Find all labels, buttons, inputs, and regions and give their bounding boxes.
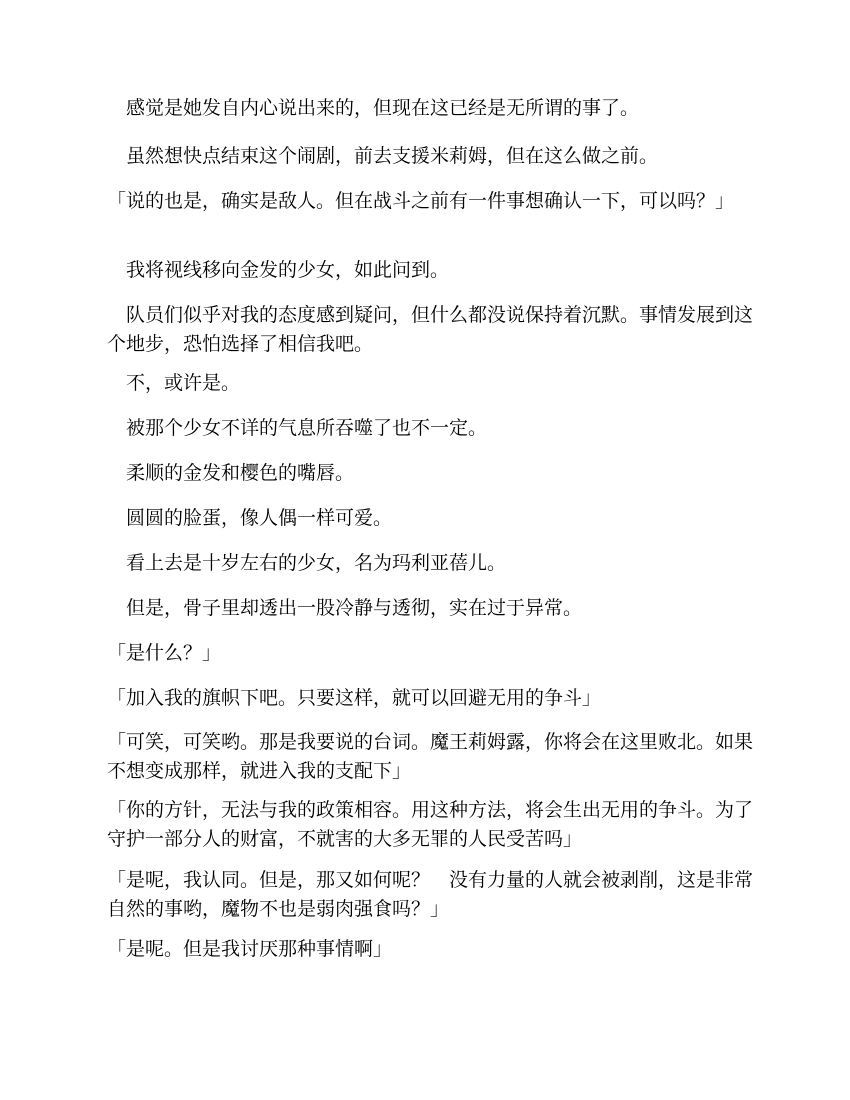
paragraph: 虽然想快点结束这个闹剧，前去支援米莉姆，但在这么做之前。: [107, 145, 659, 167]
paragraph: 「是呢，我认同。但是，那又如何呢？ 没有力量的人就会被剥削，这是非常自然的事哟，魔物不也是弱肉强食吗？」: [107, 869, 754, 920]
paragraph: 不，或许是。: [107, 372, 241, 394]
paragraph: 「是呢。但是我讨厌那种事情啊」: [107, 938, 393, 960]
paragraph: 「你的方针，无法与我的政策相容。用这种方法，将会生出无用的争斗。为了守护一部分人的财富，不就害的大多无罪的人民受苦吗」: [107, 799, 754, 850]
paragraph: 圆圆的脸蛋，像人偶一样可爱。: [107, 507, 393, 529]
paragraph: 被那个少女不详的气息所吞噬了也不一定。: [107, 417, 488, 439]
paragraph: 「是什么？」: [107, 642, 222, 664]
paragraph: 但是，骨子里却透出一股冷静与透彻，实在过于异常。: [107, 597, 583, 619]
paragraph: 队员们似乎对我的态度感到疑问，但什么都没说保持着沉默。事情发展到这个地步，恐怕选择了相信我吧。: [107, 304, 754, 355]
paragraph: 感觉是她发自内心说出来的，但现在这已经是无所谓的事了。: [107, 97, 640, 119]
paragraph: 「可笑，可笑哟。那是我要说的台词。魔王莉姆露，你将会在这里败北。如果不想变成那样，就进入我的支配下」: [107, 731, 754, 782]
paragraph: 我将视线移向金发的少女，如此问到。: [107, 259, 450, 281]
paragraph: 「加入我的旗帜下吧。只要这样，就可以回避无用的争斗」: [107, 687, 602, 709]
paragraph: 看上去是十岁左右的少女，名为玛利亚蓓儿。: [107, 552, 507, 574]
paragraph: 柔顺的金发和樱色的嘴唇。: [107, 462, 355, 484]
paragraph: 「说的也是，确实是敌人。但在战斗之前有一件事想确认一下，可以吗？」: [107, 190, 735, 212]
